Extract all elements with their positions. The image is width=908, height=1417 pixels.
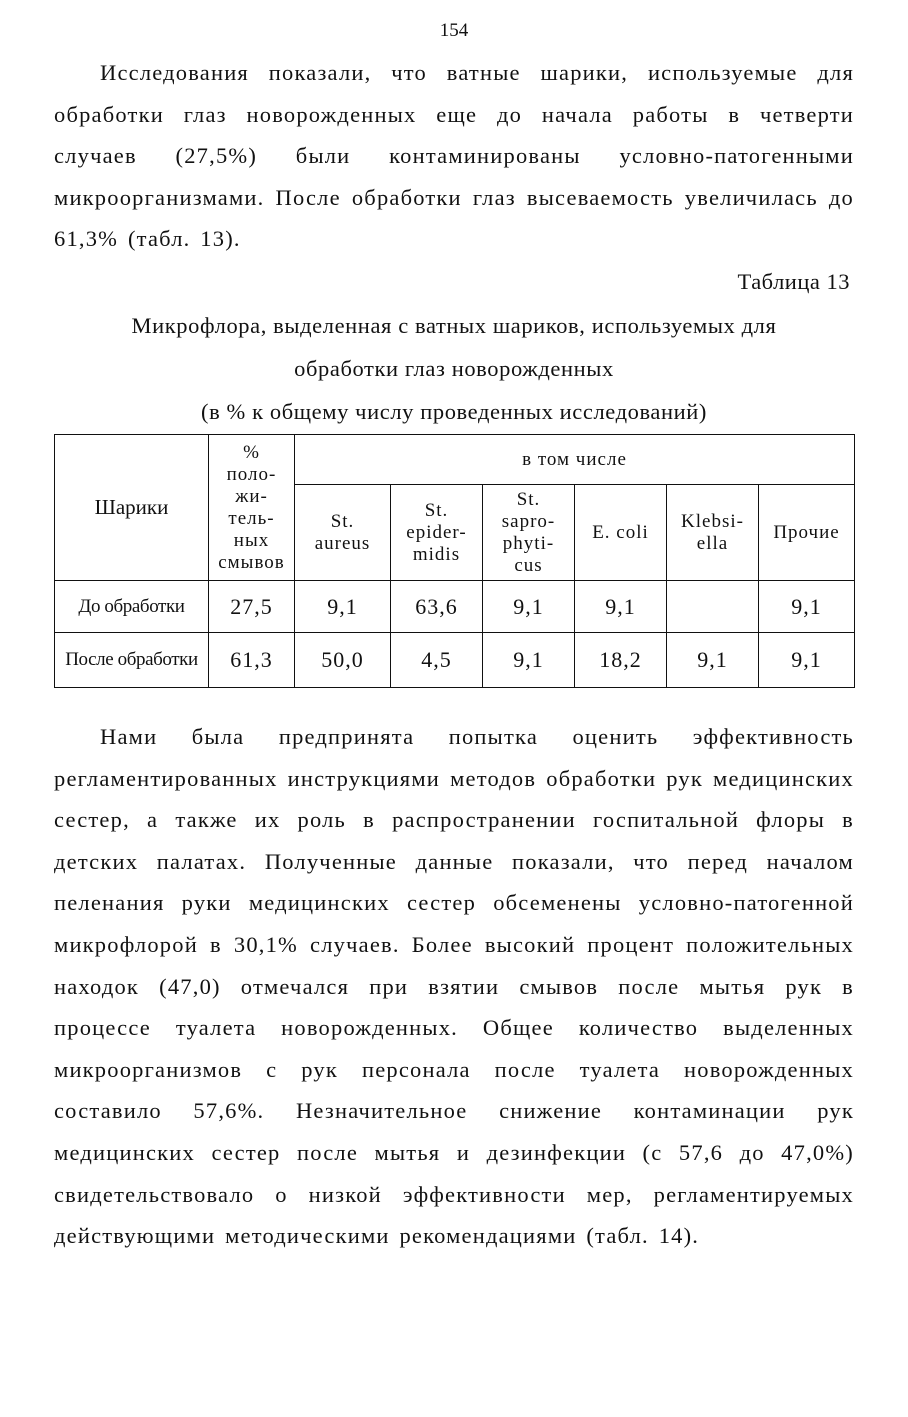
header-balls: Шарики [55, 435, 209, 581]
cell-klebsiella: 9,1 [667, 633, 759, 688]
header-positive-line: % [243, 441, 260, 463]
header-e-coli [575, 485, 667, 581]
table-label: Таблица 13 [737, 269, 850, 294]
header-positive-line: смывов [218, 551, 285, 573]
table-row [55, 633, 855, 688]
header-positive-line: жи- [235, 485, 268, 507]
header-line: E. coli [592, 521, 649, 543]
table-caption-note: (в % к общему числу проведенных исследований) [200, 399, 708, 424]
cell-positive: 61,3 [209, 633, 295, 688]
microflora-table [54, 434, 855, 688]
header-line: St. [516, 488, 541, 510]
cell-st-saprophyticus: 9,1 [483, 633, 575, 688]
row-label: После обработки [55, 633, 209, 688]
header-st-saprophyticus [483, 485, 575, 581]
header-line: Прочие [773, 521, 840, 543]
header-positive-line: тель- [228, 507, 275, 529]
page-number: 154 [439, 20, 469, 41]
cell-st-aureus: 9,1 [295, 581, 391, 633]
table-caption-line-2: обработки глаз новорожденных [294, 356, 614, 381]
cell-klebsiella [667, 581, 759, 633]
cell-e-coli: 9,1 [575, 581, 667, 633]
table-caption-line-1: Микрофлора, выделенная с ватных шариков, используемых для [131, 313, 777, 338]
cell-other: 9,1 [759, 581, 855, 633]
header-positive-line: поло- [226, 463, 277, 485]
header-st-epidermidis [391, 485, 483, 581]
cell-st-saprophyticus: 9,1 [483, 581, 575, 633]
header-including-group: в том числе [295, 435, 855, 485]
header-line: phyti- [502, 532, 555, 554]
header-line: ella [696, 532, 729, 554]
cell-st-epidermidis: 63,6 [391, 581, 483, 633]
header-line: cus [514, 554, 543, 576]
header-line: St. [424, 499, 449, 521]
header-positive-line: ных [233, 529, 270, 551]
header-line: aureus [314, 532, 371, 554]
row-label: До обработки [55, 581, 209, 633]
header-line: epider- [406, 521, 467, 543]
header-klebsiella [667, 485, 759, 581]
intro-paragraph: Исследования показали, что ватные шарики, используемые для обработки глаз новорожденных еще до начала работы в четверти случаев (27,5%) были контаминированы условно-патогенными микроорганизмами. После обработки глаз высеваемость увеличилась до 61,3% (табл. 13). [54, 60, 854, 252]
cell-e-coli: 18,2 [575, 633, 667, 688]
header-positive-swabs [209, 435, 295, 581]
cell-st-aureus: 50,0 [295, 633, 391, 688]
header-line: sapro- [501, 510, 556, 532]
header-other [759, 485, 855, 581]
header-st-aureus [295, 485, 391, 581]
header-line: midis [412, 543, 461, 565]
cell-positive: 27,5 [209, 581, 295, 633]
conclusion-paragraph: Нами была предпринята попытка оценить эффективность регламентированных инструкциями методов обработки рук медицинских сестер, а также их роль в распространении госпитальной флоры в детских палатах. Полученные данные показали, что перед началом пеленания руки медицинских сестер обсеменены условно-патогенной микрофлорой в 30,1% случаев. Более высокий процент положительных находок (47,0) отмечался при взятии смывов после мытья рук в процессе туалета новорожденных. Общее количество выделенных микроорганизмов с рук персонала после туалета новорожденных составило 57,6%. Незначительное снижение контаминации рук медицинских сестер после мытья и дезинфекции (с 57,6 до 47,0%) свидетельствовало о низкой эффективности мер, регламентируемых действующими методическими рекомендациями (табл. 14). [54, 724, 854, 1249]
header-line: Klebsi- [681, 510, 744, 532]
table-row [55, 581, 855, 633]
cell-other: 9,1 [759, 633, 855, 688]
header-line: St. [330, 510, 355, 532]
cell-st-epidermidis: 4,5 [391, 633, 483, 688]
